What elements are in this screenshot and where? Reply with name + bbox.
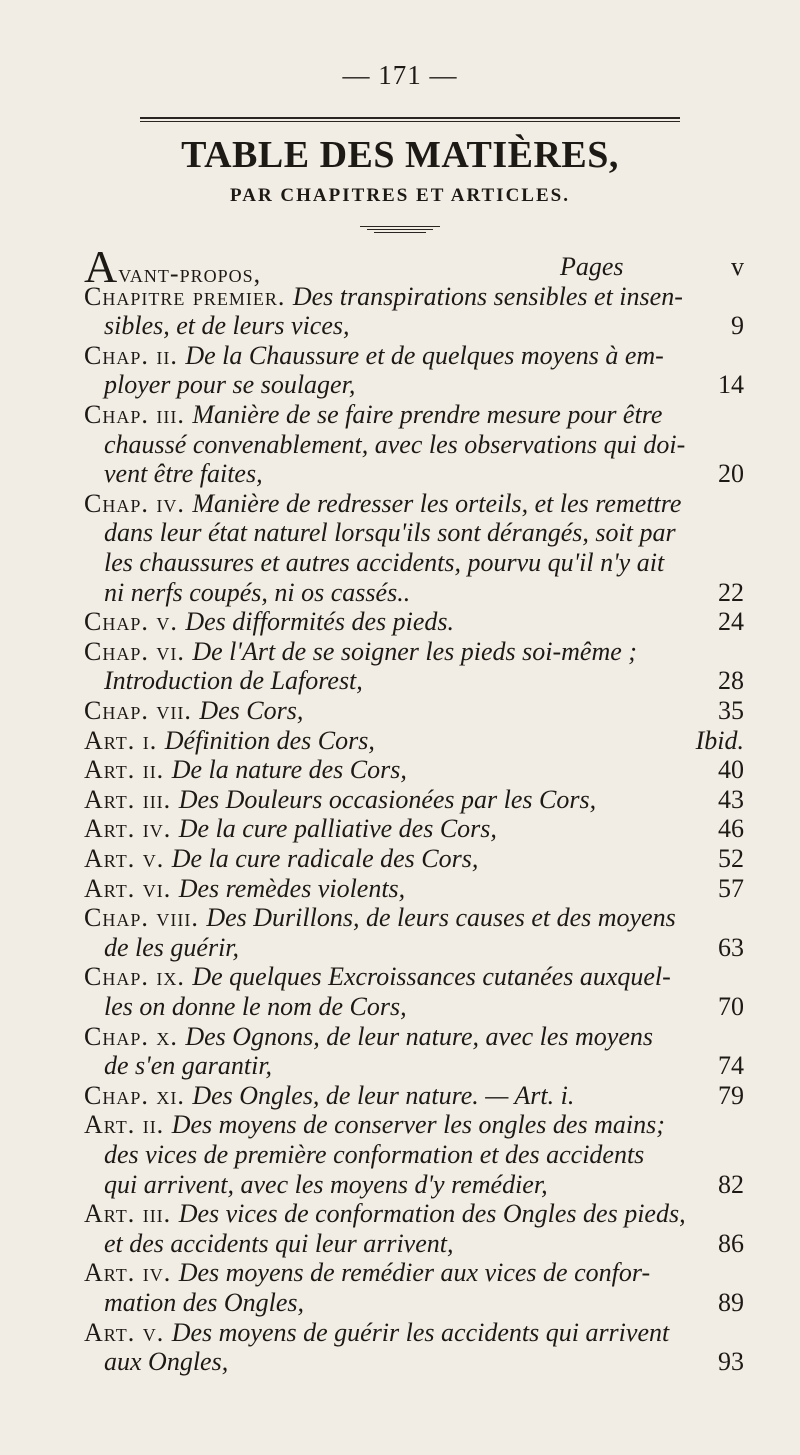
toc-entry-continuation: qui arrivent, avec les moyens d'y remédier,	[104, 1169, 548, 1199]
toc-entry-heading: Art. ii. Des moyens de conserver les ongles des mains;	[84, 1110, 665, 1140]
toc-entry-heading: Art. iii. Des Douleurs occasionées par les Cors,	[84, 784, 597, 814]
toc-page-number: 46	[718, 814, 744, 844]
toc-entry-heading: Chap. viii. Des Durillons, de leurs causes et des moyens	[84, 903, 676, 933]
toc-entry-heading: Chapitre premier. Des transpirations sensibles et insen-	[84, 281, 683, 311]
toc-entry-heading: Art. iii. Des vices de conformation des Ongles des pieds,	[84, 1199, 686, 1229]
toc-page-number: 57	[718, 873, 744, 903]
toc-entry-continuation: vent être faites,	[104, 459, 263, 489]
toc-entry-heading: Art. iv. Des moyens de remédier aux vices de confor-	[84, 1258, 651, 1288]
toc-entry-heading: Chap. vi. De l'Art de se soigner les pieds soi-même ;	[84, 636, 637, 666]
toc-page-number: 79	[718, 1080, 744, 1110]
toc-entry-continuation: les on donne le nom de Cors,	[104, 992, 407, 1021]
toc-entry-continuation: de les guérir,	[104, 932, 240, 962]
toc-entry-heading: Chap. v. Des difformités des pieds.	[84, 607, 455, 637]
toc-page-number: 86	[718, 1228, 744, 1258]
toc-page-number: 20	[718, 459, 744, 489]
toc-entry-continuation: des vices de première conformation et des accidents	[104, 1140, 645, 1169]
toc-page-number: 63	[718, 932, 744, 962]
toc-entry-heading: Art. i. Définition des Cors,	[84, 725, 375, 755]
toc-page-number: 89	[718, 1288, 744, 1317]
toc-entry-heading: Art. vi. Des remèdes violents,	[84, 873, 406, 903]
toc-entry-continuation: chaussé convenablement, avec les observations qui doi-	[104, 429, 686, 459]
toc-page-number: 93	[718, 1347, 744, 1377]
toc-page-number: 40	[718, 755, 744, 785]
toc-page-number: v	[731, 252, 744, 281]
toc-entry-continuation: dans leur état naturel lorsqu'ils sont dérangés, soit par	[104, 518, 676, 548]
toc-entry-heading: Avant-propos,	[84, 241, 262, 292]
toc-entry-continuation: ni nerfs coupés, ni os cassés..	[104, 577, 411, 607]
toc-page-number: 9	[731, 311, 744, 341]
toc-entry-heading: Chap. vii. Des Cors,	[84, 696, 304, 725]
header-rule	[140, 117, 680, 122]
toc-page-number: 28	[718, 666, 744, 696]
toc-entry-heading: Art. v. De la cure radicale des Cors,	[84, 844, 479, 873]
page-subtitle: PAR CHAPITRES ET ARTICLES.	[230, 185, 570, 206]
toc-entry-heading: Art. ii. De la nature des Cors,	[84, 755, 407, 785]
toc-page-number: 52	[718, 844, 744, 873]
toc-entry-continuation: sibles, et de leurs vices,	[104, 311, 350, 341]
ornament-divider	[360, 226, 440, 235]
toc-entry-continuation: ployer pour se soulager,	[104, 370, 356, 400]
toc-entry-heading: Chap. xi. Des Ongles, de leur nature. — Art. i.	[84, 1080, 575, 1110]
toc-page-number: 82	[718, 1169, 744, 1199]
toc-entry-heading: Chap. ii. De la Chaussure et de quelques moyens à em-	[84, 340, 664, 370]
toc-entry-heading: Art. v. Des moyens de guérir les accidents qui arrivent	[84, 1317, 670, 1347]
toc-entry-continuation: mation des Ongles,	[104, 1288, 305, 1317]
toc-entry-continuation: Pages	[560, 252, 624, 281]
page-number: — 171 —	[342, 60, 458, 90]
toc-entry-continuation: Introduction de Laforest,	[104, 666, 363, 696]
toc-page-number: 24	[718, 607, 744, 637]
toc-entry-heading: Art. iv. De la cure palliative des Cors,	[84, 814, 497, 844]
toc-entry-continuation: de s'en garantir,	[104, 1051, 273, 1081]
toc-page-number: Ibid.	[695, 725, 744, 755]
toc-entry-heading: Chap. ix. De quelques Excroissances cutanées auxquel-	[84, 962, 671, 992]
toc-entry-continuation: les chaussures et autres accidents, pourvu qu'il n'y ait	[104, 548, 665, 577]
toc-entry-continuation: aux Ongles,	[104, 1347, 229, 1377]
page-title: TABLE DES MATIÈRES,	[181, 134, 619, 176]
toc-page-number: 43	[718, 784, 744, 814]
toc-entry-heading: Chap. iii. Manière de se faire prendre mesure pour être	[84, 400, 663, 429]
toc-page-number: 14	[718, 370, 744, 400]
toc-entry-heading: Chap. x. Des Ognons, de leur nature, avec les moyens	[84, 1021, 654, 1051]
toc-entry-heading: Chap. iv. Manière de redresser les orteils, et les remettre	[84, 488, 682, 518]
toc-page-number: 22	[718, 577, 744, 607]
toc-page-number: 74	[718, 1051, 744, 1081]
toc-page-number: 35	[718, 696, 744, 725]
toc-page-number: 70	[718, 992, 744, 1021]
toc-entry-continuation: et des accidents qui leur arrivent,	[104, 1228, 454, 1258]
